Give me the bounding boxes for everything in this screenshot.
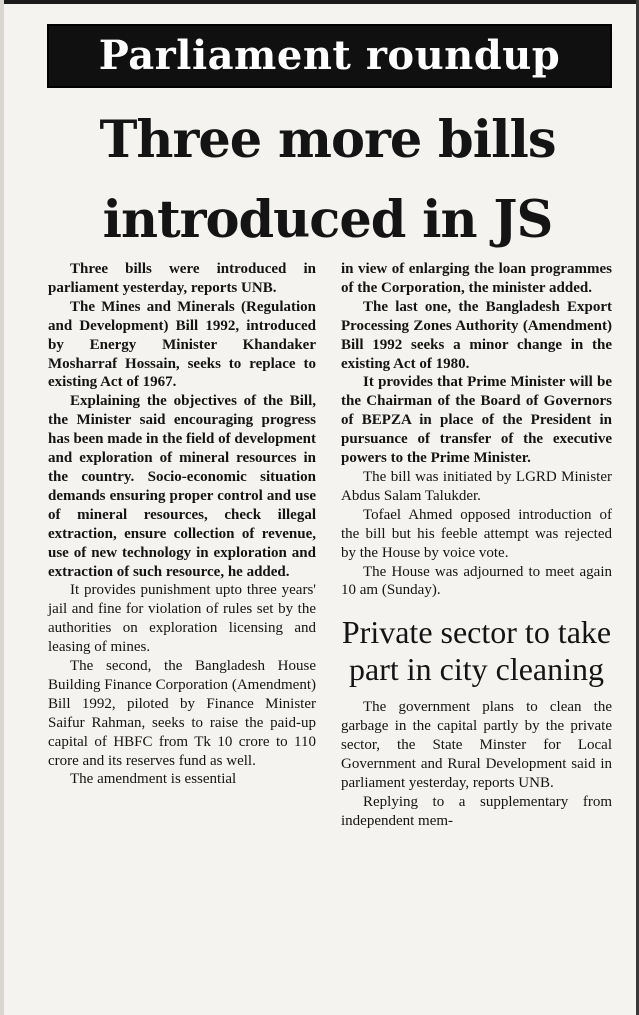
- secondary-headline: Private sector to take part in city cleaning: [341, 614, 612, 688]
- article-paragraph: Explaining the objectives of the Bill, the Minister said encouraging progress has been made in the field of development and exploration of mineral resources in the country. Socio-economic situation demands ensuring proper control and use of mineral resources, check illegal extraction, ensure collection of revenue, use of new technology in exploration and extraction of such resource, he added.: [48, 393, 316, 580]
- top-border: [0, 0, 639, 4]
- section-banner: [47, 24, 612, 88]
- headline-line-2: introduced in JS: [102, 190, 553, 250]
- section-banner-label: Parliament roundup: [98, 32, 561, 79]
- article-paragraph: in view of enlarging the loan programmes of the Corporation, the minister added.: [341, 261, 612, 296]
- article-paragraph: It provides that Prime Minister will be the Chairman of the Board of Governors of BEPZA in place of the President in pursuance of transfer of the executive powers to the Prime Minister.: [341, 374, 612, 467]
- article-paragraph: Three bills were introduced in parliament yesterday, reports UNB.: [48, 261, 316, 296]
- article-paragraph: The government plans to clean the garbage in the capital partly by the private sector, the State Minster for Local Government and Rural Development said in parliament yesterday, reports UNB.: [341, 699, 612, 791]
- article-paragraph: The House was adjourned to meet again 10 am (Sunday).: [341, 563, 612, 599]
- article-paragraph: The Mines and Minerals (Regulation and Development) Bill 1992, introduced by Energy Minister Khandaker Mosharraf Hossain, seeks to replace to existing Act of 1967.: [48, 298, 316, 391]
- left-margin: [0, 0, 4, 1015]
- article-paragraph: Tofael Ahmed opposed introduction of the bill but his feeble attempt was rejected by the House by voice vote.: [341, 506, 612, 561]
- article-paragraph: The amendment is essential: [70, 771, 237, 788]
- article-paragraph: Replying to a supplementary from independent mem-: [341, 793, 612, 829]
- article-paragraph: It provides punishment upto three years' jail and fine for violation of rules set by the authorities on exploration licensing and leasing of mines.: [48, 582, 316, 656]
- article-paragraph: The second, the Bangladesh House Building Finance Corporation (Amendment) Bill 1992, piloted by Finance Minister Saifur Rahman, seeks to raise the paid-up capital of HBFC from Tk 10 crore to 110 crore and its reserves fund as well.: [48, 658, 316, 769]
- article-paragraph: The last one, the Bangladesh Export Processing Zones Authority (Amendment) Bill 1992 seeks a minor change in the existing Act of 1980.: [341, 298, 612, 372]
- article-column-left: [48, 260, 316, 789]
- article-paragraph: The bill was initiated by LGRD Minister Abdus Salam Talukder.: [341, 468, 612, 504]
- page-edge: [44, 1000, 604, 1015]
- headline-line-1: Three more bills: [99, 110, 556, 170]
- article-column-right: [341, 260, 612, 831]
- main-headline: [40, 100, 615, 260]
